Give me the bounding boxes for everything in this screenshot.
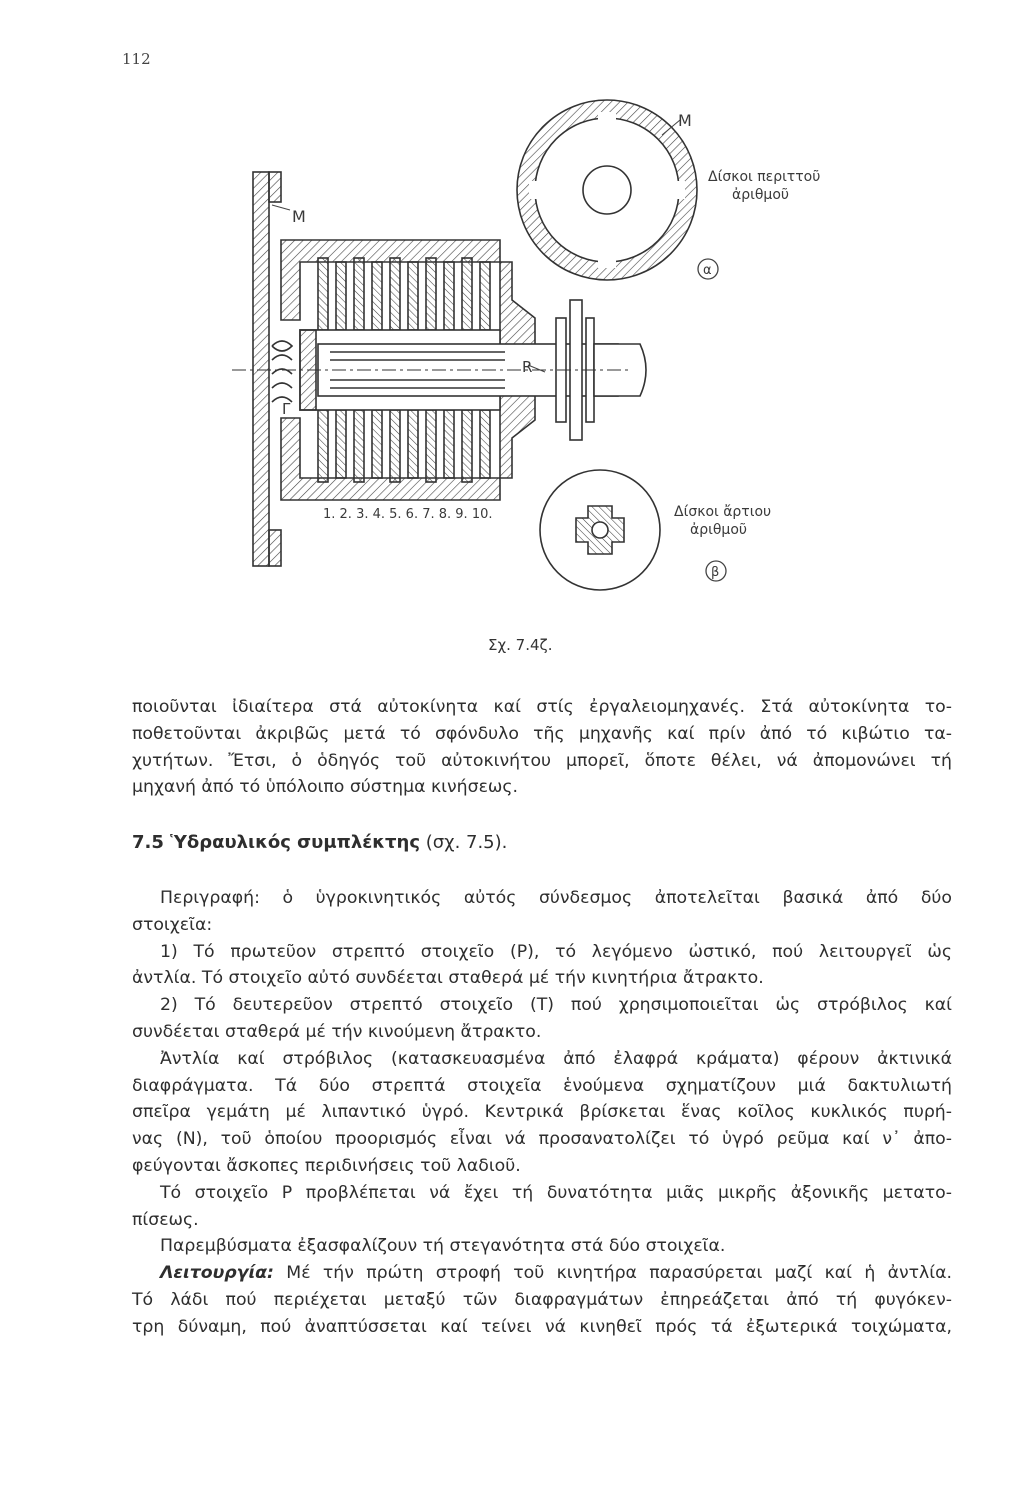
label-m-top: M [678,111,692,130]
section-ref: (σχ. 7.5). [425,832,508,853]
disc-pack-lower [318,410,490,482]
body-line: Τό λάδι πού περιέχεται μεταξύ τῶν διαφραγμάτων ἐπηρεάζεται ἀπό τή φυγόκεν- [132,1289,952,1310]
body-line: σπεῖρα γεμάτη μέ λιπαντικό ὑγρό. Κεντρικά βρίσκεται ἕνας κοῖλος κυκλικός πυρή- [132,1102,952,1123]
label-m-left: M [292,207,306,226]
flywheel-wall [253,172,269,566]
body-line: συνδέεται σταθερά μέ τήν κινούμενη ἄτρακτο. [132,1021,542,1042]
disc-pack-upper [318,258,490,330]
page-number: 112 [122,50,151,68]
body-text [132,885,952,1341]
section-heading [132,832,507,853]
body-line: Τό στοιχεῖο Ρ προβλέπεται νά ἔχει τή δυνατότητα μιᾶς μικρῆς ἀξονικῆς μετατο- [160,1182,952,1203]
body-line: Περιγραφή: ὁ ὑγροκινητικός αὐτός σύνδεσμος ἀποτελεῖται βασικά ἀπό δύο [160,888,952,908]
body-line-function [132,1260,952,1287]
body-line: 1) Τό πρωτεῦον στρεπτό στοιχεῖο (Ρ), τό λεγόμενο ὠστικό, πού λειτουργεῖ ὡς [160,941,952,962]
body-line: 2) Τό δευτερεῦον στρεπτό στοιχεῖο (Τ) πού χρησιμοποιεῖται ὡς στρόβιλος καί [160,995,952,1016]
odd-disc-view [517,100,697,280]
intro-line: ποθετοῦνται ἀκριβῶς μετά τό σφόνδυλο τῆς μηχανῆς καί πρίν ἀπό τό κιβώτιο τα- [132,723,952,744]
body-line: τρη δύναμη, πού ἀναπτύσσεται καί τείνει νά κινηθεῖ πρός τά ἐξωτερικά τοιχώματα, [132,1316,952,1337]
body-line: πίσεως. [132,1209,199,1230]
even-discs-label-2: ἀριθμοῦ [690,522,747,538]
even-disc-view [540,470,660,590]
odd-discs-label-1: Δίσκοι περιττοῦ [708,169,821,185]
body-line: Ἀντλία καί στρόβιλος (κατασκευασμένα ἀπό ἐλαφρά κράματα) φέρουν ἀκτινικά [160,1048,952,1069]
clutch-figure [0,0,1024,660]
intro-line: μηχανή ἀπό τό ὑπόλοιπο σύστημα κινήσεως. [132,777,519,798]
pressure-spring [272,341,292,402]
body-span: Μέ τήν πρώτη στροφή τοῦ κινητήρα παρασύρεται μαζί καί ἡ ἀντλία. [286,1263,952,1284]
intro-line: χυτήτων. Ἔτσι, ὁ ὁδηγός τοῦ αὐτοκινήτου μπορεῖ, ὅποτε θέλει, νά ἀπομονώνει τή [132,750,952,771]
figure-caption: Σχ. 7.4ζ. [488,636,553,654]
marker-b: β [711,565,720,580]
intro-paragraph [132,694,952,801]
label-r: R [522,358,533,376]
intro-line: ποιοῦνται ἰδιαίτερα στά αὐτοκίνητα καί στίς ἐργαλειομηχανές. Στά αὐτοκίνητα το- [132,697,952,717]
body-line: Παρεμβύσματα ἐξασφαλίζουν τή στεγανότητα στά δύο στοιχεῖα. [160,1236,726,1257]
odd-discs-label-2: ἀριθμοῦ [732,187,789,203]
body-line: διαφράγματα. Τά δύο στρεπτά στοιχεῖα ἑνούμενα σχηματίζουν μιά δακτυλιωτή [132,1075,952,1096]
section-title: 7.5 Ὑδραυλικός συμπλέκτης [132,832,420,853]
disc-numbers: 1. 2. 3. 4. 5. 6. 7. 8. 9. 10. [323,507,493,522]
even-discs-label-1: Δίσκοι ἄρτιου [674,504,772,520]
body-line: στοιχεῖα: [132,914,213,935]
body-line: φεύγονται ἄσκοπες περιδινήσεις τοῦ λαδιοῦ. [132,1155,521,1176]
marker-a: α [703,263,712,278]
function-label: Λειτουργία: [160,1263,274,1284]
label-gamma: Γ [282,400,291,418]
body-line: νας (Ν), τοῦ ὁποίου προορισμός εἶναι νά προσανατολίζει τό ὑγρό ρεῦμα καί ν᾽ ἀπο- [132,1129,952,1150]
body-line: ἀντλία. Τό στοιχεῖο αὐτό συνδέεται σταθερά μέ τήν κινητήρια ἄτρακτο. [132,968,764,989]
